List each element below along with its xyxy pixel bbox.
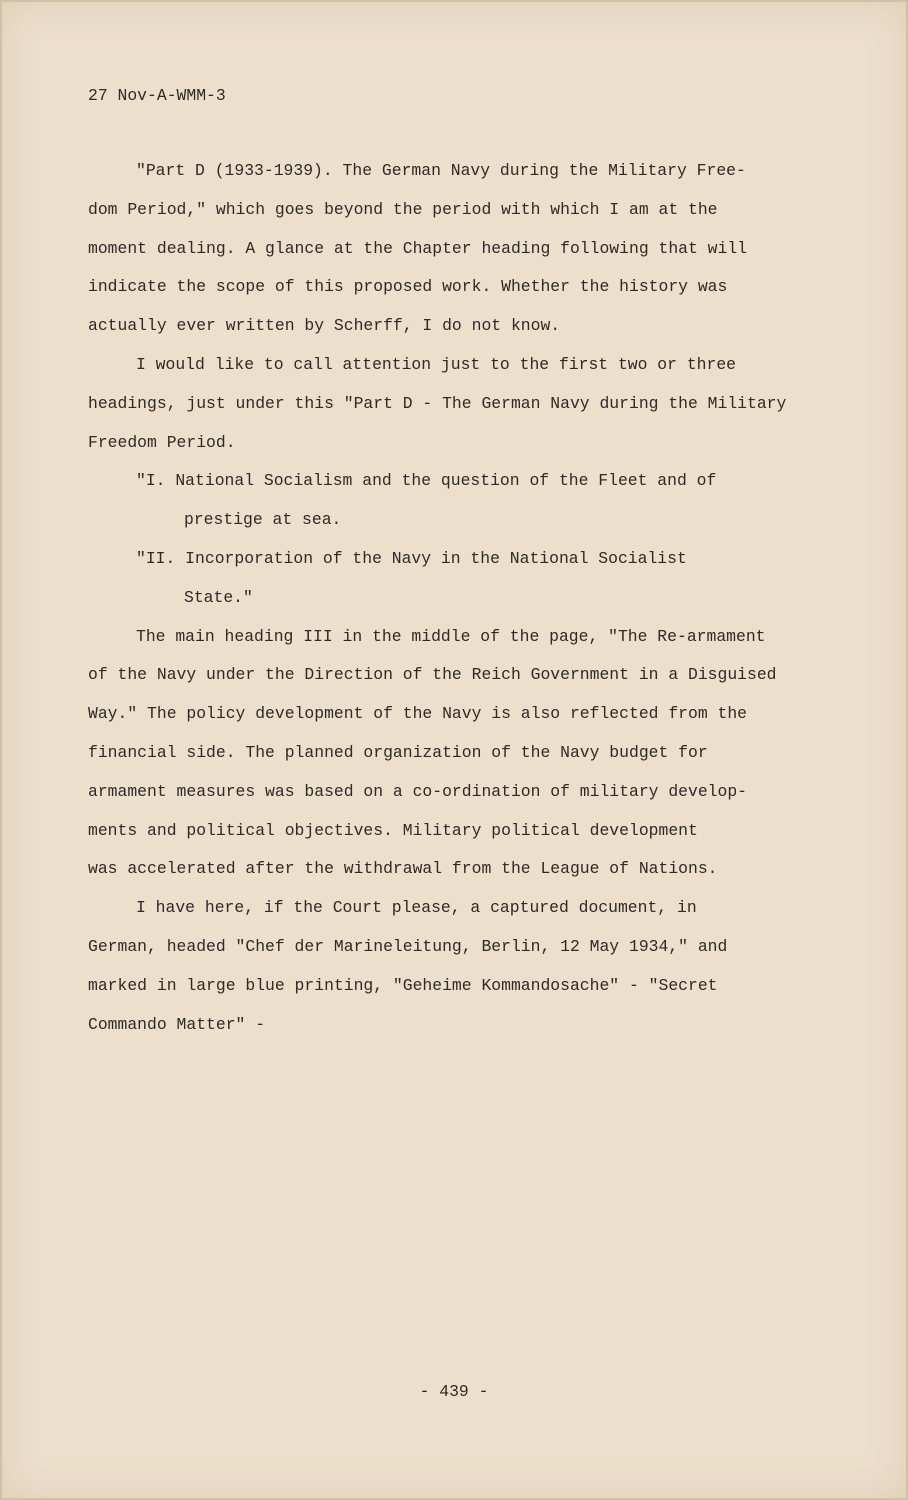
text-line: Freedom Period. xyxy=(88,432,236,452)
text-line: Commando Matter" - xyxy=(88,1014,266,1034)
page-number: - 439 - xyxy=(419,1382,489,1401)
quoted-heading-line: "II. Incorporation of the Navy in the National Socialist xyxy=(136,548,687,568)
text-line: indicate the scope of this proposed work. Whether the history was xyxy=(88,277,728,297)
text-line: I would like to call attention just to the first two or three xyxy=(136,354,736,374)
text-line: ments and political objectives. Military political development xyxy=(88,820,698,840)
text-line: marked in large blue printing, "Geheime Kommandosache" - "Secret xyxy=(88,975,718,995)
transcript-body xyxy=(88,157,788,1049)
text-line: The main heading III in the middle of the page, "The Re-armament xyxy=(136,626,766,646)
text-line: armament measures was based on a co-ordination of military develop- xyxy=(88,781,748,801)
text-line: was accelerated after the withdrawal from the League of Nations. xyxy=(88,859,718,879)
text-line: Way." The policy development of the Navy is also reflected from the xyxy=(88,704,748,724)
text-line: financial side. The planned organization of the Navy budget for xyxy=(88,742,708,762)
text-line: German, headed "Chef der Marineleitung, Berlin, 12 May 1934," and xyxy=(88,936,728,956)
document-reference: 27 Nov-A-WMM-3 xyxy=(88,86,226,105)
text-line: I have here, if the Court please, a captured document, in xyxy=(136,898,697,918)
text-line: headings, just under this "Part D - The German Navy during the Military xyxy=(88,393,787,413)
quoted-heading-line: prestige at sea. xyxy=(184,510,342,530)
text-line: moment dealing. A glance at the Chapter heading following that will xyxy=(88,238,748,258)
quoted-heading-line: State." xyxy=(184,587,253,607)
text-line: of the Navy under the Direction of the Reich Government in a Disguised xyxy=(88,665,777,685)
text-line: actually ever written by Scherff, I do not know. xyxy=(88,316,561,336)
quoted-heading-line: "I. National Socialism and the question of the Fleet and of xyxy=(136,471,717,491)
text-line: "Part D (1933-1939). The German Navy during the Military Free- xyxy=(136,161,746,180)
text-line: dom Period," which goes beyond the period with which I am at the xyxy=(88,199,718,219)
